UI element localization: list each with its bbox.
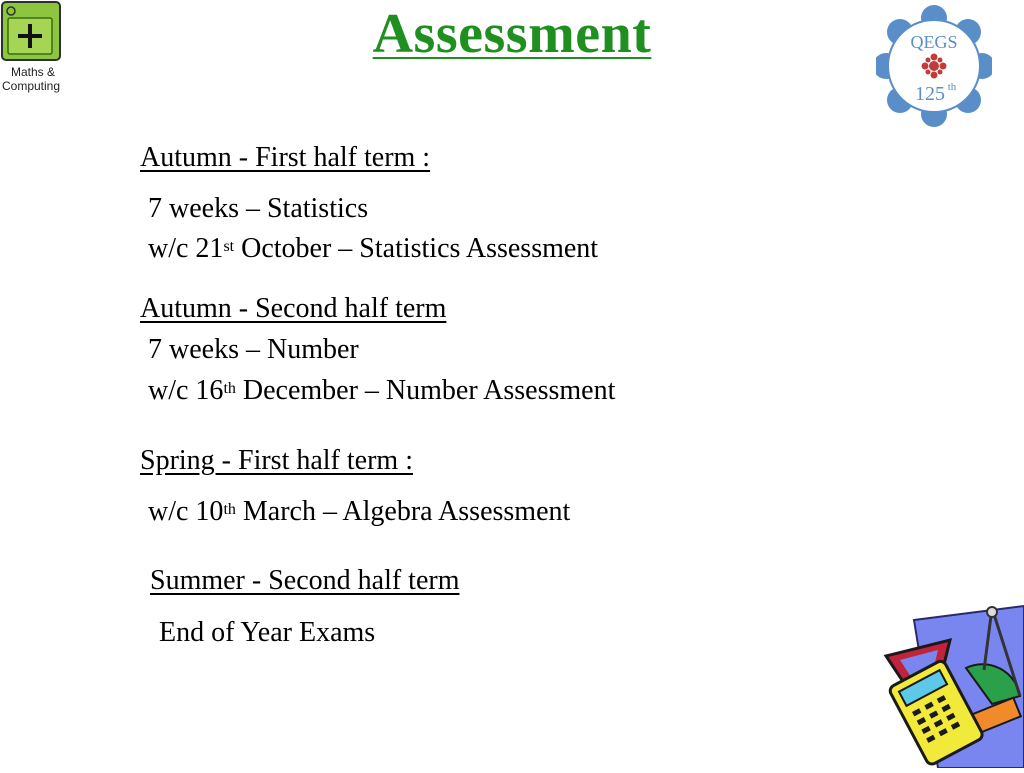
line-text: October – Statistics Assessment <box>234 233 599 264</box>
page-title: Assessment <box>372 3 652 65</box>
line-text: December – Number Assessment <box>235 375 616 406</box>
line-text: 7 weeks – Number <box>148 334 359 365</box>
section-heading-autumn-second: Autumn - Second half term <box>140 293 447 324</box>
ordinal-suffix: th <box>223 501 236 518</box>
section-line <box>148 375 615 407</box>
logo-caption-1: Maths & <box>10 65 56 79</box>
geometry-tools-clipart <box>880 604 1024 768</box>
ordinal-suffix: th <box>223 380 236 397</box>
section-line <box>159 617 375 649</box>
section-line <box>148 496 570 528</box>
ordinal-suffix: st <box>223 238 235 255</box>
section-heading-summer-second: Summer - Second half term <box>150 565 460 596</box>
line-text: 7 weeks – Statistics <box>148 193 369 224</box>
section-line <box>148 193 368 225</box>
badge-number: 125 <box>915 83 945 105</box>
line-text: End of Year Exams <box>159 617 376 648</box>
section-line <box>148 334 359 366</box>
line-text: March – Algebra Assessment <box>235 496 571 527</box>
section-heading-autumn-first: Autumn - First half term : <box>140 142 431 173</box>
logo-caption-2: Computing <box>1 79 61 93</box>
section-line <box>148 233 598 265</box>
badge-text: QEGS <box>910 32 958 52</box>
line-text: w/c 16 <box>148 375 224 406</box>
badge-suffix: th <box>947 81 957 93</box>
line-text: w/c 21 <box>148 233 224 264</box>
qegs-badge-logo <box>876 2 992 130</box>
section-heading-spring-first: Spring - First half term : <box>140 445 413 476</box>
line-text: w/c 10 <box>148 496 224 527</box>
